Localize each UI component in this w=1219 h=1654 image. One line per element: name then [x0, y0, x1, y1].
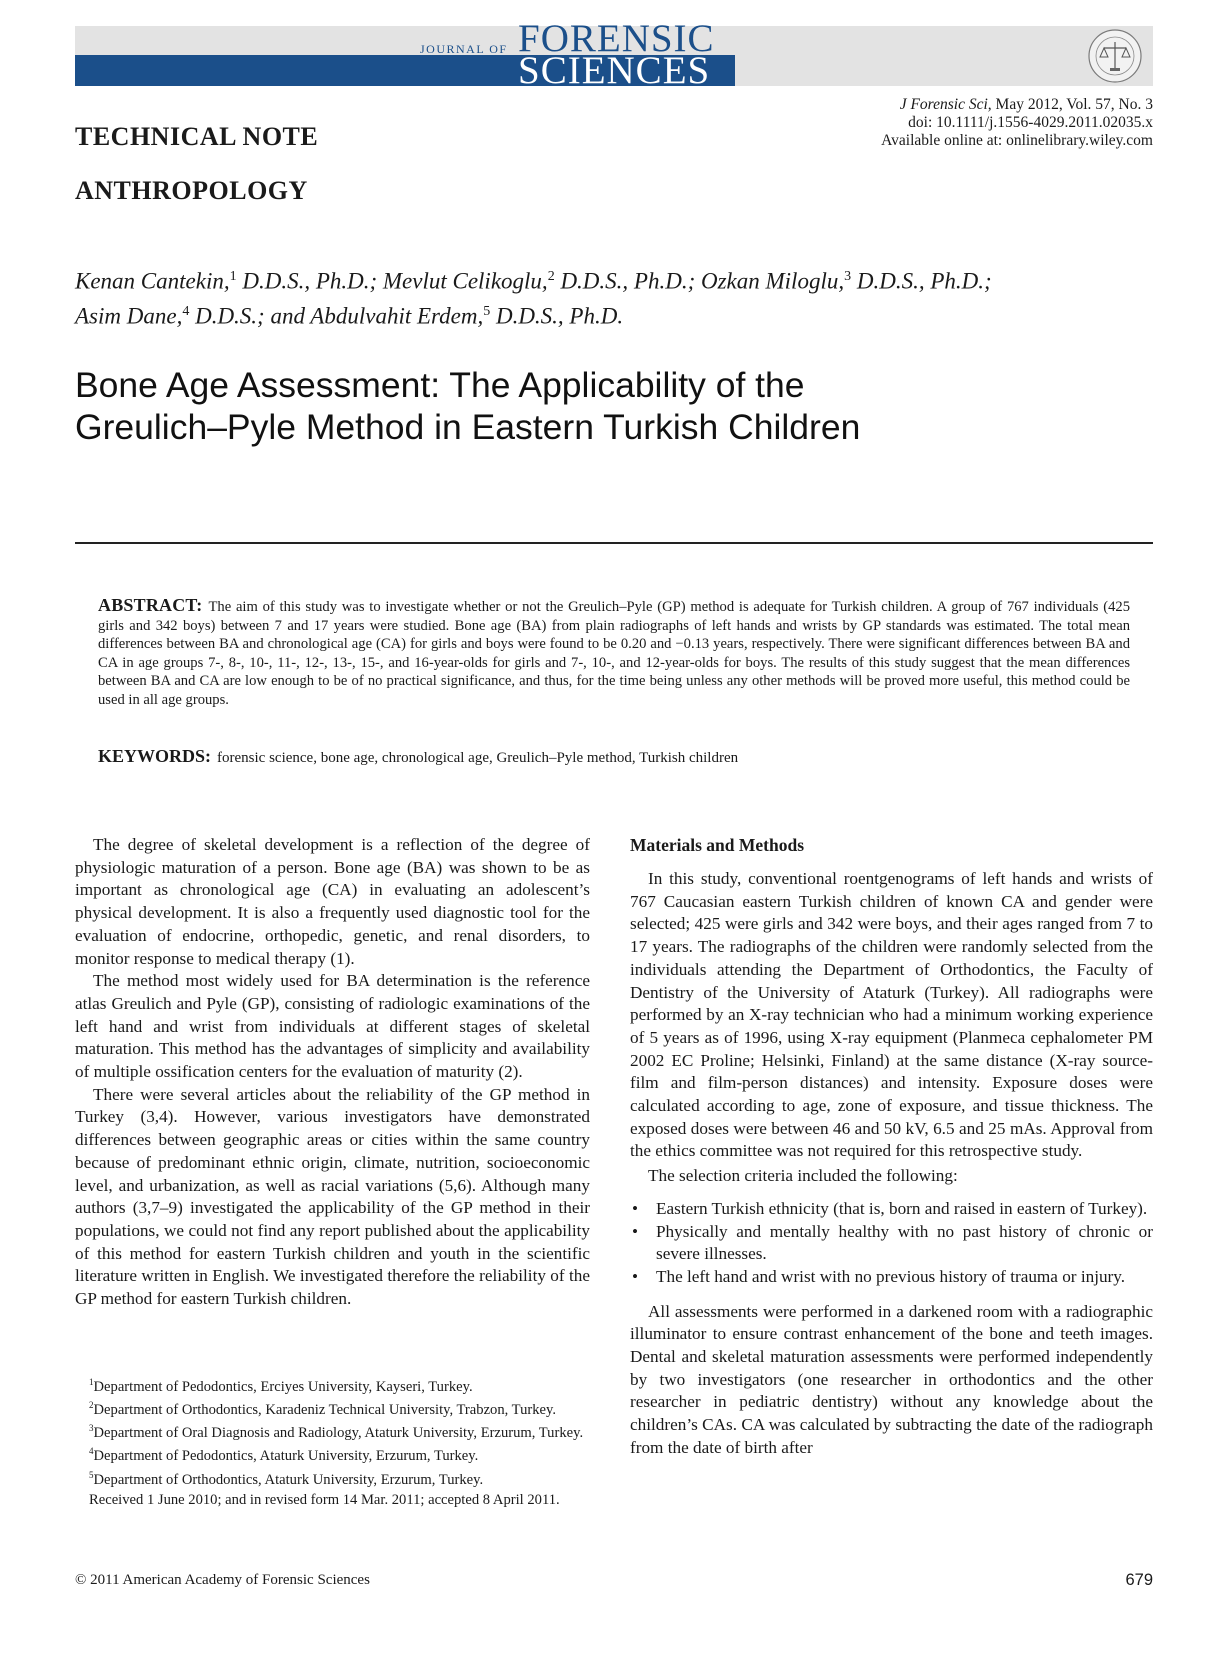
body-paragraph: All assessments were performed in a darkened room with a radiographic illuminator to ensure contrast enhancement of the bone and teeth images. Dental and skeletal maturation assessments were performed independently by two investigators (one researcher in orthodontics and the other researcher in pediatric dentistry) without any knowledge about the children’s CAs. CA was calculated by subtracting the date of the radiograph from the date of birth after — [630, 1301, 1153, 1457]
page-number: 679 — [1125, 1571, 1153, 1589]
footnote-text: Department of Pedodontics, Ataturk University, Erzurum, Turkey. — [93, 1448, 479, 1465]
footnote-mark: 2 — [89, 1400, 94, 1411]
journal-of-label: JOURNAL OF — [420, 42, 508, 56]
keywords-label: KEYWORDS: — [98, 746, 212, 766]
list-item-text: Eastern Turkish ethnicity (that is, born and raised in eastern of Turkey). — [656, 1198, 1148, 1218]
keywords-text: forensic science, bone age, chronological age, Greulich–Pyle method, Turkish children — [217, 750, 739, 766]
list-item-text: The left hand and wrist with no previous history of trauma or injury. — [656, 1266, 1126, 1286]
keywords — [98, 746, 1130, 768]
footnote-text: Department of Orthodontics, Ataturk University, Erzurum, Turkey. — [93, 1471, 484, 1488]
body-left-column — [75, 834, 590, 1311]
footnote-mark: 1 — [89, 1377, 94, 1387]
citation-block — [881, 96, 1153, 150]
author-name: Asim Dane, — [75, 303, 183, 329]
footnote-mark: 3 — [89, 1423, 94, 1434]
title-divider — [75, 542, 1153, 544]
author-name: Abdulvahit Erdem, — [310, 303, 484, 329]
footnote — [75, 1396, 590, 1419]
body-paragraph: The selection criteria included the following: — [648, 1166, 958, 1186]
bullet-icon: • — [632, 1198, 639, 1218]
footnote — [75, 1419, 590, 1442]
received-dates: Received 1 June 2010; and in revised form 14 Mar. 2011; accepted 8 April 2011. — [89, 1491, 560, 1508]
list-item — [630, 1221, 1153, 1266]
body-paragraph: There were several articles about the reliability of the GP method in Turkey (3,4). However, various investigators have demonstrated differences between geographic areas or cities within the same country because of predominant ethnic origin, climate, nutrition, socioeconomic level, and urbanization, as well as racial variations (5,6). Although many authors (3,7–9) investigated the applicability of the GP method in their populations, we could not find any report published about the applicability of this method for eastern Turkish children and youth in the scientific literature written in English. We investigated therefore the reliability of the GP method for eastern Turkish children. — [75, 1084, 590, 1309]
aafs-seal-icon — [1086, 28, 1144, 84]
author-affiliation-mark: 1 — [229, 269, 237, 284]
abstract — [98, 596, 1130, 709]
list-item-text: Physically and mentally healthy with no past history of chronic or severe illnesses. — [656, 1221, 1153, 1264]
body-paragraph: The degree of skeletal development is a reflection of the degree of physiologic maturation of a person. Bone age (BA) was shown to be as important as chronological age (CA) in evaluating an adolescent’s physical development. It is also a frequently used diagnostic tool for the evaluation of endocrine, orthopedic, genetic, and renal disorders, to monitor response to medical therapy (1). — [75, 835, 590, 968]
author-list — [75, 262, 1165, 331]
article-title: Bone Age Assessment: The Applicability of the Greulich–Pyle Method in Eastern Turkish Children — [75, 365, 861, 447]
citation-journal: J Forensic Sci, — [899, 96, 992, 113]
footnote — [75, 1373, 590, 1396]
footnote-text: Department of Pedodontics, Erciyes University, Kayseri, Turkey. — [93, 1378, 473, 1395]
copyright: © 2011 American Academy of Forensic Sciences — [75, 1572, 370, 1588]
article-type: TECHNICAL NOTE — [75, 122, 319, 151]
body-paragraph: In this study, conventional roentgenograms of left hands and wrists of 767 Caucasian eastern Turkish children of known CA and gender were selected; 425 were girls and 342 were boys, and their ages ranged from 7 to 17 years. The radiographs of the children were randomly selected from the individuals attending the Department of Orthodontics, the Faculty of Dentistry of the University of Ataturk (Turkey). All radiographs were performed by an X-ray technician who had a minimum working experience of 5 years as of 1996, using X-ray equipment (Planmeca cephalometer PM 2002 EC Proline; Helsinki, Finland) at the same distance (X-ray source-film and film-person distances) and intensity. Exposure doses were calculated according to age, zone of exposure, and tissue thickness. The exposed doses were between 46 and 50 kV, 6.5 and 25 mAs. Approval from the ethics committee was not required for this retrospective study. — [630, 869, 1153, 1161]
section-heading-methods: Materials and Methods — [630, 835, 805, 855]
body-right-column — [630, 834, 1153, 1462]
bullet-icon: • — [632, 1221, 639, 1241]
affiliation-footnotes — [75, 1373, 590, 1509]
journal-name-sciences: SCIENCES — [518, 49, 711, 92]
abstract-label: ABSTRACT: — [98, 595, 203, 615]
author-degree: D.D.S., Ph.D.; — [236, 268, 383, 294]
author-affiliation-mark: 5 — [483, 303, 491, 319]
footnote — [75, 1442, 590, 1465]
author-affiliation-mark: 4 — [182, 303, 190, 319]
author-name: Kenan Cantekin, — [75, 268, 230, 294]
author-affiliation-mark: 3 — [844, 269, 852, 284]
journal-name-forensic: FORENSIC — [518, 17, 715, 60]
article-field: ANTHROPOLOGY — [75, 176, 308, 205]
author-degree: D.D.S., Ph.D.; — [554, 268, 701, 294]
bullet-icon: • — [632, 1266, 639, 1286]
citation-issue: May 2012, Vol. 57, No. 3 — [991, 96, 1153, 113]
footnote-mark: 4 — [89, 1446, 94, 1457]
citation-doi: doi: 10.1111/j.1556-4029.2011.02035.x — [908, 114, 1153, 131]
author-degree: D.D.S., Ph.D. — [490, 303, 624, 329]
selection-criteria-list — [630, 1198, 1153, 1289]
author-name: Mevlut Celikoglu, — [382, 268, 548, 294]
author-affiliation-mark: 2 — [547, 269, 555, 284]
list-item — [630, 1266, 1153, 1289]
list-item — [630, 1198, 1153, 1221]
abstract-text: The aim of this study was to investigate whether or not the Greulich–Pyle (GP) method is adequate for Turkish children. A group of 767 individuals (425 girls and 342 boys) between 7 and 17 years were studied. Bone age (BA) from plain radiographs of left hands and wrists by GP standards was estimated. The total mean differences between BA and chronological age (CA) for girls and boys were found to be 0.20 and −0.13 years, respectively. There were significant differences between BA and CA in age groups 7-, 8-, 10-, 11-, 12-, 13-, 15-, and 16-year-olds for girls and 7-, 10-, and 12-year-olds for boys. The results of this study suggest that the mean differences between BA and CA are low enough to be of no practical significance, and thus, for the time being unless any other methods will be proved more useful, this method could be used in all age groups. — [98, 599, 1130, 708]
author-degree: D.D.S., Ph.D.; — [851, 268, 992, 294]
footnote-text: Department of Oral Diagnosis and Radiology, Ataturk University, Erzurum, Turkey. — [93, 1425, 584, 1442]
footnote-text: Department of Orthodontics, Karadeniz Technical University, Trabzon, Turkey. — [93, 1402, 557, 1419]
footnote-mark: 5 — [89, 1469, 94, 1480]
body-paragraph: The method most widely used for BA determination is the reference atlas Greulich and Pyle (GP), consisting of radiologic examinations of the left hand and wrist from individuals at different stages of skeletal maturation. This method has the advantages of simplicity and availability of multiple ossification centers for the evaluation of maturity (2). — [75, 971, 590, 1082]
author-name: Ozkan Miloglu, — [700, 268, 845, 294]
footnote — [75, 1466, 590, 1489]
citation-online: Available online at: onlinelibrary.wiley.com — [881, 132, 1153, 149]
author-degree: D.D.S.; and — [189, 303, 311, 329]
